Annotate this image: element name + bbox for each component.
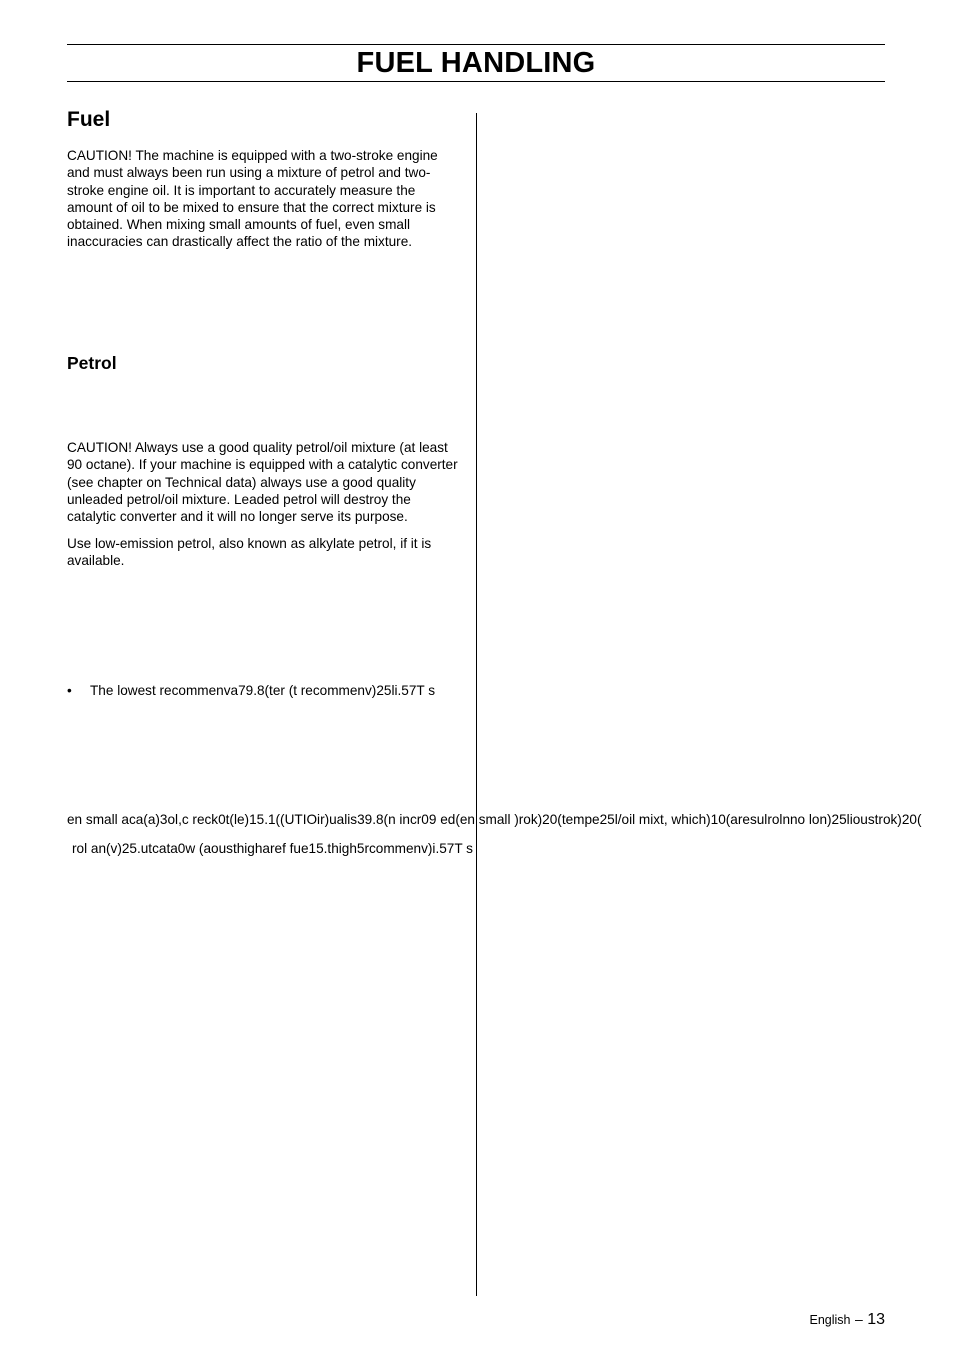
bullet-text: The lowest recommenva79.8(ter (t recommenv)25li.57T s xyxy=(90,683,436,698)
page-footer xyxy=(810,1311,886,1329)
petrol-section-heading: Petrol xyxy=(67,353,117,373)
page-title: FUEL HANDLING xyxy=(356,47,596,79)
header-bottom-rule xyxy=(67,81,885,82)
column-divider xyxy=(476,113,477,1296)
octane-bullet-item xyxy=(67,682,467,699)
fuel-section-heading: Fuel xyxy=(67,108,111,131)
fuel-caution-paragraph: CAUTION! The machine is equipped with a two-stroke engine and must always been run using a mixture of petrol and two-stroke engine oil. It is important to accurately measure the amount of oil to be mixed to ensure that the correct mixture is obtained. When mixing small amounts of fuel, even small inaccuracies can drastically affect the ratio of the mixture. xyxy=(67,148,438,250)
footer-language: English xyxy=(809,1313,851,1327)
footer-dash: – xyxy=(854,1311,863,1327)
page-number: 13 xyxy=(867,1311,885,1328)
overflow-text-line-1: en small aca(a)3ol,c reck0t(le)15.1((UTIOir)ualis39.8(n incr09 ed(en small )rok)20(tempe25l/oil mixt, which)10(aresulrolnno lon)25lioustrok)20( xyxy=(67,812,922,827)
low-emission-paragraph: Use low-emission petrol, also known as alkylate petrol, if it is available. xyxy=(67,536,432,569)
bullet-icon: • xyxy=(67,683,72,698)
petrol-caution-paragraph: CAUTION! Always use a good quality petrol/oil mixture (at least 90 octane). If your machine is equipped with a catalytic converter (see chapter on Technical data) always use a good quality unleaded petrol/oil mixture. Leaded petrol will destroy the catalytic converter and it will no longer serve its purpose. xyxy=(67,440,458,525)
overflow-text-line-2: rol an(v)25.utcata0w (aousthigharef fue15.thigh5rcommenv)i.57T s xyxy=(72,841,473,856)
